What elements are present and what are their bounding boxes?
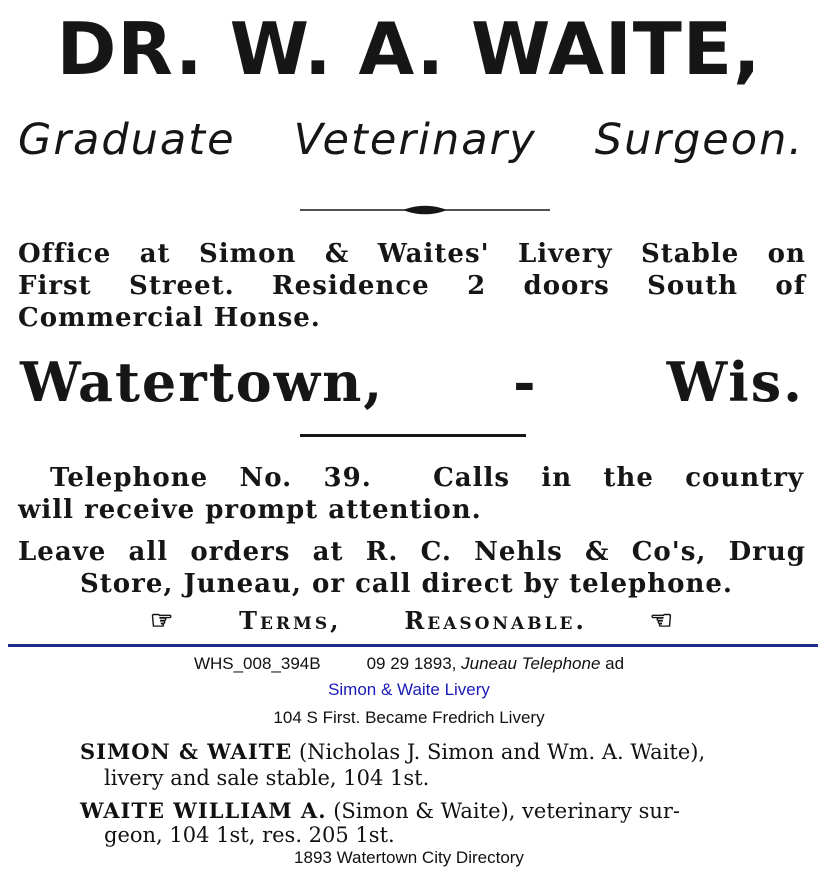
ad-subheadline [18,110,804,170]
entry-name: WAITE WILLIAM A. [80,798,327,823]
word: Stable [641,239,740,269]
word: No. [239,463,293,493]
word: Street. [129,271,235,301]
word: First [18,271,92,301]
caption-date: 09 29 1893, [366,654,457,673]
directory-entry-simon-waite-cont: livery and sale stable, 104 1st. [104,766,430,790]
city-name: Watertown, [20,350,385,414]
office-line-1 [18,238,806,270]
word: Waites' [377,239,490,269]
city-dash: - [513,350,538,414]
office-line-3: Commercial Honse. [18,303,321,333]
word: Co's, [631,537,707,567]
word: & [324,239,350,269]
divider-rule [300,434,526,437]
word: at [312,537,344,567]
word: of [775,271,806,301]
image-id: WHS_008_394B [193,654,321,673]
newspaper-name: Juneau Telephone [461,654,601,673]
word: R. [365,537,399,567]
word: in [541,463,573,493]
terms-label: Terms, [239,606,342,635]
orders-line-1 [18,536,806,568]
word: Nehls [474,537,563,567]
word: Simon [198,239,297,269]
pointing-hand-icon: ☞ [150,606,177,636]
ornament-rule [300,204,550,216]
word: country [685,463,804,493]
word: Office [18,239,112,269]
subhead-word: Veterinary [293,115,537,165]
caption-source-line [0,653,818,675]
word: & [585,537,610,567]
pointing-hand-icon: ☜ [649,606,676,636]
word: at [139,239,171,269]
word: South [647,271,739,301]
directory-entry-waite-william [80,798,680,824]
directory-entry-simon-waite [80,739,705,765]
subhead-word: Graduate [18,115,236,165]
word: C. [420,537,452,567]
state-name: Wis. [666,350,804,414]
word: Drug [728,537,806,567]
office-line-2 [18,270,806,302]
word: orders [190,537,291,567]
address-note: 104 S First. Became Fredrich Livery [273,708,545,727]
terms-line [150,604,676,638]
word: Livery [517,239,613,269]
caption-suffix: ad [605,654,625,673]
word: Telephone [50,463,209,493]
section-divider [8,644,818,647]
word: Leave [18,537,107,567]
word: all [128,537,169,567]
word: 39. [323,463,372,493]
directory-source: 1893 Watertown City Directory [294,848,524,867]
word: Calls [433,463,511,493]
entry-text: (Nicholas J. Simon and Wm. A. Waite), [298,740,706,764]
subhead-word: Surgeon. [594,115,804,165]
reasonable-label: Reasonable. [404,606,587,635]
livery-link[interactable]: Simon & Waite Livery [328,680,490,699]
entry-name: SIMON & WAITE [80,739,293,764]
telephone-line-1 [50,462,804,494]
word: on [767,239,806,269]
ad-headline: DR. W. A. WAITE, [56,7,762,91]
telephone-line-2: will receive prompt attention. [18,495,482,525]
word: the [603,463,654,493]
word: Residence [272,271,430,301]
orders-line-2: Store, Juneau, or call direct by telephone. [80,569,733,599]
directory-entry-waite-william-cont: geon, 104 1st, res. 205 1st. [104,823,395,847]
word: doors [523,271,610,301]
word: 2 [467,271,487,301]
entry-text: (Simon & Waite), veterinary sur- [333,799,681,823]
city-line [20,348,804,416]
